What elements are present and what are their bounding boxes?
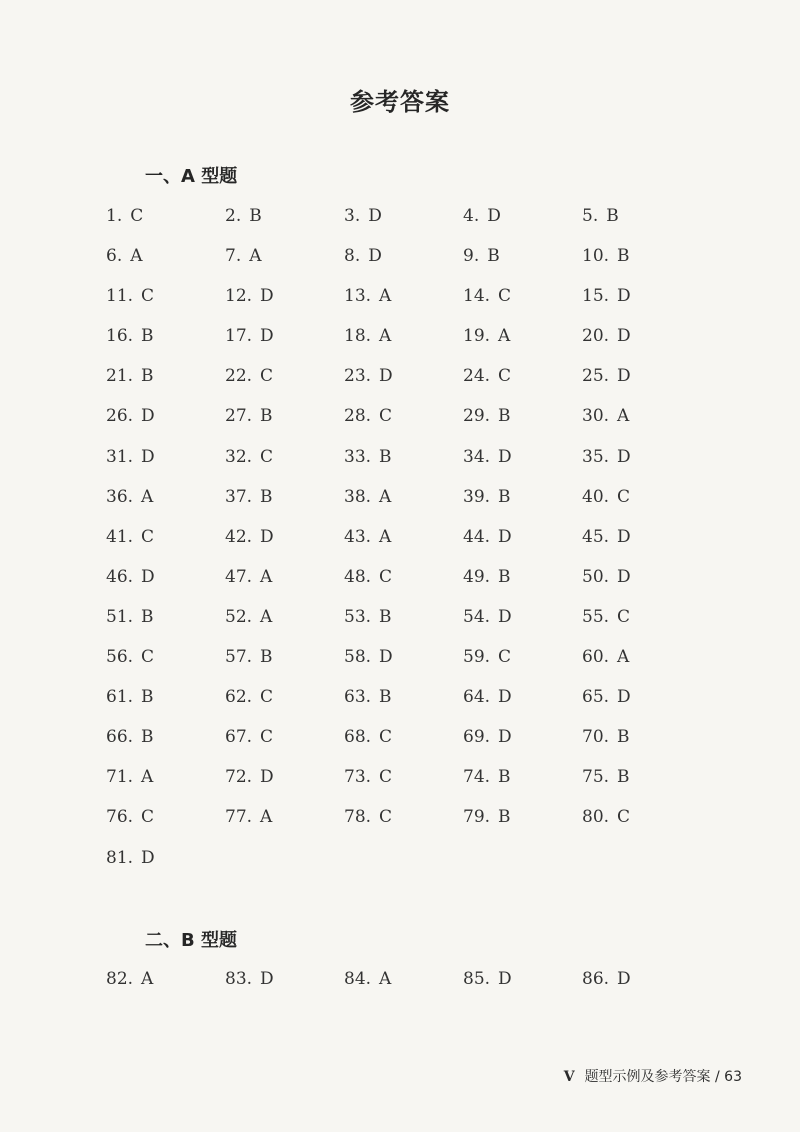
page-title: 参考答案 bbox=[350, 88, 450, 116]
answer-item bbox=[582, 323, 701, 363]
answer-letter: D bbox=[617, 366, 631, 387]
answer-item bbox=[463, 203, 582, 243]
answer-letter: A bbox=[130, 246, 143, 267]
answer-number: 53. bbox=[344, 606, 372, 627]
answer-number: 10. bbox=[582, 246, 610, 267]
answer-letter: D bbox=[141, 566, 155, 587]
answer-item bbox=[582, 243, 701, 283]
answer-letter: B bbox=[498, 406, 511, 427]
answer-item bbox=[463, 804, 582, 844]
answer-letter: A bbox=[379, 526, 392, 547]
answer-letter: B bbox=[498, 767, 511, 788]
answer-letter: D bbox=[368, 246, 382, 267]
answer-number: 79. bbox=[463, 807, 491, 828]
answer-number: 81. bbox=[106, 847, 134, 868]
answer-item bbox=[106, 203, 225, 243]
answer-number: 68. bbox=[344, 727, 372, 748]
answer-item bbox=[463, 323, 582, 363]
answer-number: 22. bbox=[225, 366, 253, 387]
answer-number: 61. bbox=[106, 687, 134, 708]
answer-letter: D bbox=[260, 767, 274, 788]
answer-letter: A bbox=[260, 566, 273, 587]
answer-number: 64. bbox=[463, 687, 491, 708]
answer-letter: B bbox=[141, 326, 154, 347]
answer-item bbox=[225, 203, 344, 243]
answer-number: 12. bbox=[225, 286, 253, 307]
answer-number: 18. bbox=[344, 326, 372, 347]
answer-number: 11. bbox=[106, 286, 134, 307]
answer-number: 60. bbox=[582, 647, 610, 668]
answer-letter: C bbox=[379, 727, 393, 748]
answer-number: 41. bbox=[106, 526, 134, 547]
answer-letter: C bbox=[141, 526, 155, 547]
answer-letter: A bbox=[260, 807, 273, 828]
answer-letter: A bbox=[260, 606, 273, 627]
answer-letter: D bbox=[617, 969, 631, 989]
answer-letter: D bbox=[379, 647, 393, 668]
answer-number: 58. bbox=[344, 647, 372, 668]
answer-letter: D bbox=[141, 847, 155, 868]
answer-letter: D bbox=[617, 526, 631, 547]
answer-item bbox=[106, 764, 225, 804]
answer-letter: A bbox=[249, 246, 262, 267]
answer-letter: D bbox=[617, 446, 631, 467]
answer-number: 56. bbox=[106, 647, 134, 668]
answer-item bbox=[582, 604, 701, 644]
answer-item bbox=[344, 764, 463, 804]
answer-item bbox=[106, 724, 225, 764]
answer-number: 29. bbox=[463, 406, 491, 427]
answer-number: 50. bbox=[582, 566, 610, 587]
answer-number: 28. bbox=[344, 406, 372, 427]
answer-letter: D bbox=[617, 566, 631, 587]
section-heading-a: 一、A 型题 bbox=[145, 166, 238, 187]
answer-letter: A bbox=[141, 486, 154, 507]
answer-letter: B bbox=[498, 566, 511, 587]
answer-number: 85. bbox=[463, 969, 491, 989]
answer-item bbox=[225, 524, 344, 564]
answer-number: 26. bbox=[106, 406, 134, 427]
answer-item bbox=[225, 243, 344, 283]
answer-number: 71. bbox=[106, 767, 134, 788]
answer-item bbox=[582, 524, 701, 564]
answer-letter: D bbox=[617, 687, 631, 708]
answer-number: 45. bbox=[582, 526, 610, 547]
answer-item bbox=[106, 845, 225, 885]
answer-number: 30. bbox=[582, 406, 610, 427]
answer-number: 21. bbox=[106, 366, 134, 387]
answer-item bbox=[463, 444, 582, 484]
answer-number: 51. bbox=[106, 606, 134, 627]
answer-item bbox=[582, 444, 701, 484]
answer-number: 55. bbox=[582, 606, 610, 627]
answer-letter: B bbox=[141, 687, 154, 708]
answer-item bbox=[344, 644, 463, 684]
answer-item bbox=[463, 484, 582, 524]
answer-letter: A bbox=[498, 326, 511, 347]
answer-number: 17. bbox=[225, 326, 253, 347]
answer-number: 9. bbox=[463, 246, 480, 267]
answer-item bbox=[344, 604, 463, 644]
answer-number: 63. bbox=[344, 687, 372, 708]
answer-letter: D bbox=[260, 326, 274, 347]
answer-letter: C bbox=[260, 727, 274, 748]
answer-item bbox=[344, 444, 463, 484]
answer-number: 8. bbox=[344, 246, 361, 267]
answer-number: 5. bbox=[582, 206, 599, 226]
answer-number: 74. bbox=[463, 767, 491, 788]
answer-number: 2. bbox=[225, 206, 242, 226]
answer-number: 37. bbox=[225, 486, 253, 507]
answer-number: 82. bbox=[106, 969, 134, 989]
answer-letter: D bbox=[617, 286, 631, 307]
section-heading-b: 二、B 型题 bbox=[145, 930, 237, 951]
answer-letter: B bbox=[379, 687, 392, 708]
answer-letter: B bbox=[260, 486, 273, 507]
answer-item bbox=[225, 444, 344, 484]
answer-letter: C bbox=[498, 286, 512, 307]
answer-item bbox=[344, 203, 463, 243]
answer-item bbox=[225, 684, 344, 724]
answer-grid-b bbox=[106, 966, 701, 1006]
answer-item bbox=[106, 684, 225, 724]
answer-number: 42. bbox=[225, 526, 253, 547]
answer-item bbox=[582, 966, 701, 1006]
answer-number: 40. bbox=[582, 486, 610, 507]
answer-item bbox=[463, 243, 582, 283]
answer-letter: A bbox=[617, 406, 630, 427]
answer-item bbox=[463, 403, 582, 443]
answer-item bbox=[225, 323, 344, 363]
answer-item bbox=[463, 524, 582, 564]
answer-item bbox=[225, 764, 344, 804]
answer-item bbox=[344, 403, 463, 443]
answer-number: 7. bbox=[225, 246, 242, 267]
answer-item bbox=[344, 804, 463, 844]
answer-letter: D bbox=[260, 286, 274, 307]
answer-number: 6. bbox=[106, 246, 123, 267]
answer-letter: B bbox=[498, 486, 511, 507]
answer-letter: C bbox=[260, 446, 274, 467]
footer-text: 题型示例及参考答案 / 63 bbox=[584, 1069, 742, 1085]
answer-item bbox=[106, 604, 225, 644]
answer-letter: A bbox=[379, 969, 392, 989]
answer-letter: B bbox=[379, 606, 392, 627]
answer-letter: C bbox=[617, 486, 631, 507]
answer-number: 76. bbox=[106, 807, 134, 828]
answer-number: 57. bbox=[225, 647, 253, 668]
answer-item bbox=[225, 644, 344, 684]
answer-item bbox=[344, 283, 463, 323]
answer-letter: D bbox=[498, 687, 512, 708]
answer-number: 75. bbox=[582, 767, 610, 788]
answer-number: 86. bbox=[582, 969, 610, 989]
answer-item bbox=[582, 484, 701, 524]
answer-item bbox=[582, 764, 701, 804]
answer-item bbox=[106, 363, 225, 403]
page-footer bbox=[564, 1066, 742, 1086]
answer-number: 77. bbox=[225, 807, 253, 828]
answer-item bbox=[344, 564, 463, 604]
answer-number: 4. bbox=[463, 206, 480, 226]
answer-item bbox=[225, 484, 344, 524]
answer-number: 47. bbox=[225, 566, 253, 587]
answer-item bbox=[106, 484, 225, 524]
answer-number: 1. bbox=[106, 206, 123, 226]
answer-letter: C bbox=[379, 566, 393, 587]
answer-number: 52. bbox=[225, 606, 253, 627]
answer-item bbox=[344, 524, 463, 564]
answer-item bbox=[106, 243, 225, 283]
answer-letter: C bbox=[141, 286, 155, 307]
answer-number: 67. bbox=[225, 727, 253, 748]
answer-number: 24. bbox=[463, 366, 491, 387]
answer-letter: A bbox=[379, 326, 392, 347]
answer-letter: B bbox=[379, 446, 392, 467]
answer-item bbox=[106, 644, 225, 684]
answer-letter: B bbox=[617, 767, 630, 788]
answer-number: 78. bbox=[344, 807, 372, 828]
answer-letter: A bbox=[379, 486, 392, 507]
answer-number: 39. bbox=[463, 486, 491, 507]
answer-item bbox=[463, 604, 582, 644]
answer-letter: B bbox=[141, 366, 154, 387]
answer-item bbox=[344, 363, 463, 403]
answer-item bbox=[225, 363, 344, 403]
answer-item bbox=[582, 644, 701, 684]
answer-number: 14. bbox=[463, 286, 491, 307]
answer-item bbox=[106, 403, 225, 443]
answer-letter: C bbox=[260, 687, 274, 708]
answer-item bbox=[463, 684, 582, 724]
answer-item bbox=[463, 966, 582, 1006]
answer-number: 73. bbox=[344, 767, 372, 788]
answer-letter: B bbox=[487, 246, 500, 267]
answer-letter: D bbox=[141, 406, 155, 427]
answer-letter: D bbox=[617, 326, 631, 347]
answer-letter: D bbox=[498, 969, 512, 989]
answer-letter: C bbox=[260, 366, 274, 387]
answer-letter: D bbox=[498, 526, 512, 547]
answer-letter: C bbox=[379, 807, 393, 828]
answer-letter: B bbox=[141, 606, 154, 627]
answer-number: 34. bbox=[463, 446, 491, 467]
answer-item bbox=[106, 804, 225, 844]
answer-item bbox=[463, 363, 582, 403]
answer-letter: C bbox=[141, 647, 155, 668]
answer-number: 62. bbox=[225, 687, 253, 708]
answer-item bbox=[582, 363, 701, 403]
answer-number: 66. bbox=[106, 727, 134, 748]
answer-item bbox=[344, 966, 463, 1006]
answer-letter: D bbox=[379, 366, 393, 387]
answer-letter: D bbox=[260, 526, 274, 547]
answer-letter: D bbox=[141, 446, 155, 467]
answer-item bbox=[106, 564, 225, 604]
answer-item bbox=[225, 564, 344, 604]
answer-item bbox=[225, 604, 344, 644]
answer-number: 36. bbox=[106, 486, 134, 507]
answer-letter: D bbox=[260, 969, 274, 989]
answer-item bbox=[463, 764, 582, 804]
answer-letter: D bbox=[368, 206, 382, 226]
answer-number: 15. bbox=[582, 286, 610, 307]
answer-letter: C bbox=[498, 647, 512, 668]
answer-item bbox=[225, 724, 344, 764]
answer-letter: C bbox=[141, 807, 155, 828]
answer-letter: C bbox=[498, 366, 512, 387]
answer-number: 44. bbox=[463, 526, 491, 547]
answer-letter: A bbox=[141, 969, 154, 989]
answer-number: 25. bbox=[582, 366, 610, 387]
answer-item bbox=[582, 684, 701, 724]
answer-item bbox=[463, 724, 582, 764]
answer-number: 35. bbox=[582, 446, 610, 467]
answer-number: 48. bbox=[344, 566, 372, 587]
answer-item bbox=[344, 724, 463, 764]
answer-letter: B bbox=[498, 807, 511, 828]
answer-number: 38. bbox=[344, 486, 372, 507]
answer-item bbox=[106, 966, 225, 1006]
answer-letter: C bbox=[379, 767, 393, 788]
answer-number: 43. bbox=[344, 526, 372, 547]
answer-grid-a bbox=[106, 203, 701, 885]
answer-item bbox=[106, 283, 225, 323]
answer-item bbox=[106, 444, 225, 484]
answer-number: 23. bbox=[344, 366, 372, 387]
answer-letter: C bbox=[379, 406, 393, 427]
answer-number: 32. bbox=[225, 446, 253, 467]
answer-number: 27. bbox=[225, 406, 253, 427]
answer-number: 33. bbox=[344, 446, 372, 467]
answer-letter: A bbox=[141, 767, 154, 788]
answer-number: 59. bbox=[463, 647, 491, 668]
answer-item bbox=[344, 243, 463, 283]
answer-item bbox=[582, 203, 701, 243]
footer-chapter: V bbox=[563, 1069, 575, 1085]
answer-letter: B bbox=[606, 206, 619, 226]
answer-number: 80. bbox=[582, 807, 610, 828]
answer-number: 13. bbox=[344, 286, 372, 307]
answer-item bbox=[582, 403, 701, 443]
answer-item bbox=[225, 966, 344, 1006]
answer-item bbox=[463, 644, 582, 684]
answer-number: 70. bbox=[582, 727, 610, 748]
answer-item bbox=[106, 524, 225, 564]
answer-item bbox=[225, 804, 344, 844]
answer-number: 49. bbox=[463, 566, 491, 587]
answer-letter: B bbox=[260, 647, 273, 668]
answer-number: 84. bbox=[344, 969, 372, 989]
answer-letter: C bbox=[617, 807, 631, 828]
answer-letter: B bbox=[141, 727, 154, 748]
answer-number: 69. bbox=[463, 727, 491, 748]
answer-letter: C bbox=[617, 606, 631, 627]
answer-item bbox=[344, 684, 463, 724]
answer-item bbox=[225, 403, 344, 443]
answer-number: 65. bbox=[582, 687, 610, 708]
answer-number: 83. bbox=[225, 969, 253, 989]
answer-number: 19. bbox=[463, 326, 491, 347]
answer-letter: B bbox=[260, 406, 273, 427]
answer-number: 72. bbox=[225, 767, 253, 788]
answer-item bbox=[463, 564, 582, 604]
answer-number: 3. bbox=[344, 206, 361, 226]
answer-letter: D bbox=[498, 446, 512, 467]
answer-item bbox=[582, 564, 701, 604]
answer-letter: D bbox=[487, 206, 501, 226]
answer-letter: B bbox=[249, 206, 262, 226]
answer-letter: A bbox=[379, 286, 392, 307]
answer-item bbox=[582, 724, 701, 764]
answer-number: 31. bbox=[106, 446, 134, 467]
answer-letter: B bbox=[617, 727, 630, 748]
answer-number: 16. bbox=[106, 326, 134, 347]
answer-number: 54. bbox=[463, 606, 491, 627]
answer-number: 20. bbox=[582, 326, 610, 347]
answer-item bbox=[582, 804, 701, 844]
answer-letter: C bbox=[130, 206, 144, 226]
answer-item bbox=[582, 283, 701, 323]
answer-letter: A bbox=[617, 647, 630, 668]
answer-letter: D bbox=[498, 606, 512, 627]
answer-letter: D bbox=[498, 727, 512, 748]
answer-item bbox=[344, 323, 463, 363]
answer-number: 46. bbox=[106, 566, 134, 587]
answer-item bbox=[106, 323, 225, 363]
answer-item bbox=[225, 283, 344, 323]
answer-letter: B bbox=[617, 246, 630, 267]
answer-item bbox=[463, 283, 582, 323]
answer-item bbox=[344, 484, 463, 524]
